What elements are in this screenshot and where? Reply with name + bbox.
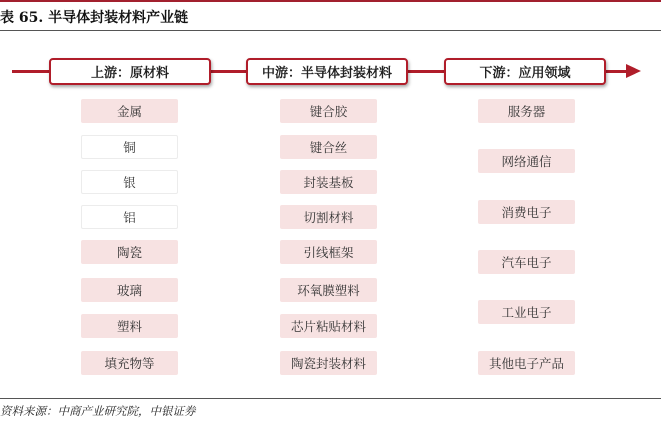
bottom-rule bbox=[0, 398, 661, 399]
midstream-item: 切割材料 bbox=[280, 205, 377, 229]
midstream-item: 芯片粘贴材料 bbox=[280, 314, 377, 338]
upstream-item: 铜 bbox=[81, 135, 178, 159]
midstream-item: 引线框架 bbox=[280, 240, 377, 264]
midstream-item: 键合丝 bbox=[280, 135, 377, 159]
arrow-right-icon bbox=[626, 64, 641, 78]
midstream-item: 封装基板 bbox=[280, 170, 377, 194]
upstream-item: 玻璃 bbox=[81, 278, 178, 302]
stage-downstream: 下游：应用领域 bbox=[444, 58, 606, 85]
downstream-item: 网络通信 bbox=[478, 149, 575, 173]
upstream-item: 铝 bbox=[81, 205, 178, 229]
downstream-item: 服务器 bbox=[478, 99, 575, 123]
upstream-item: 塑料 bbox=[81, 314, 178, 338]
upstream-item: 金属 bbox=[81, 99, 178, 123]
midstream-item: 键合胶 bbox=[280, 99, 377, 123]
downstream-item: 其他电子产品 bbox=[478, 351, 575, 375]
figure-title: 表 65. 半导体封装材料产业链 bbox=[0, 10, 189, 26]
midstream-item: 环氧膜塑料 bbox=[280, 278, 377, 302]
stage-upstream: 上游：原材料 bbox=[49, 58, 211, 85]
source-note: 资料来源：中商产业研究院，中银证券 bbox=[0, 404, 196, 418]
upstream-item: 填充物等 bbox=[81, 351, 178, 375]
top-rule bbox=[0, 0, 661, 2]
upstream-item: 陶瓷 bbox=[81, 240, 178, 264]
upstream-item: 银 bbox=[81, 170, 178, 194]
stage-midstream: 中游：半导体封装材料 bbox=[246, 58, 408, 85]
title-rule bbox=[0, 30, 661, 31]
midstream-item: 陶瓷封装材料 bbox=[280, 351, 377, 375]
downstream-item: 汽车电子 bbox=[478, 250, 575, 274]
downstream-item: 工业电子 bbox=[478, 300, 575, 324]
downstream-item: 消费电子 bbox=[478, 200, 575, 224]
